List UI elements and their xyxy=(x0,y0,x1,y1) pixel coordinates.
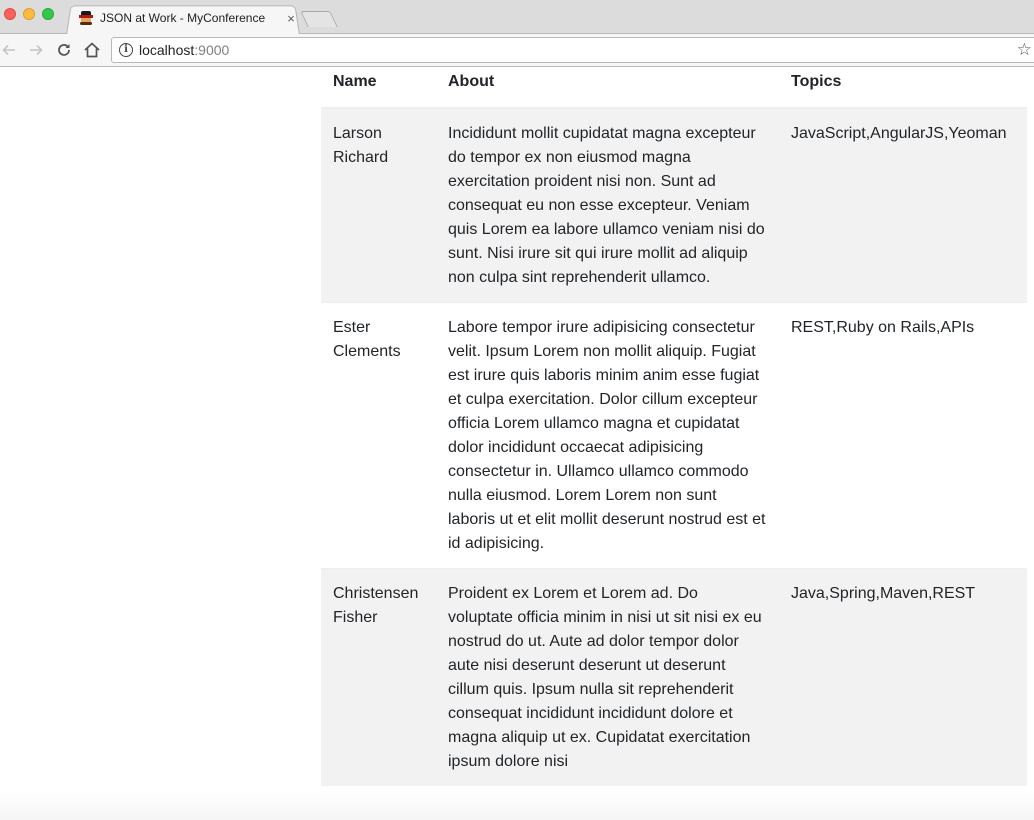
browser-toolbar xyxy=(0,34,1034,67)
table-row xyxy=(321,303,1027,569)
forward-button[interactable] xyxy=(25,39,47,61)
arrow-left-icon xyxy=(1,42,17,58)
address-bar[interactable] xyxy=(111,37,1034,63)
speakers-table xyxy=(321,68,1027,786)
tab-close-icon[interactable]: × xyxy=(287,10,295,26)
bookmark-star-icon[interactable]: ☆ xyxy=(1016,40,1032,59)
speaker-topics: Java,Spring,Maven,REST xyxy=(779,569,1027,787)
speaker-name: Larson Richard xyxy=(321,108,436,303)
column-header-name: Name xyxy=(321,68,436,108)
speaker-topics: REST,Ruby on Rails,APIs xyxy=(779,303,1027,569)
arrow-right-icon xyxy=(28,42,44,58)
mustached-man-hat-icon xyxy=(78,10,94,26)
speaker-name: Christensen Fisher xyxy=(321,569,436,787)
browser-tab-content[interactable] xyxy=(78,6,298,30)
window-close-button[interactable] xyxy=(4,8,16,20)
table-row xyxy=(321,108,1027,303)
speaker-about: Proident ex Lorem et Lorem ad. Do voluptate officia minim in nisi ut sit nisi ex eu nostrud do ut. Aute ad dolor tempor dolor aute nisi deserunt deserunt ut deserunt cillum quis. Ipsum nulla sit reprehenderit consequat incididunt incididunt dolore et magna aliquip ut ex. Cupidatat exercitation ipsum dolore nisi xyxy=(436,569,779,787)
column-header-about: About xyxy=(436,68,779,108)
back-button[interactable] xyxy=(0,39,20,61)
column-header-topics: Topics xyxy=(779,68,1027,108)
table-row xyxy=(321,569,1027,787)
table-header-row xyxy=(321,68,1027,108)
bottom-fade xyxy=(0,790,1034,820)
new-tab-button[interactable] xyxy=(300,11,337,27)
tab-title: JSON at Work - MyConference xyxy=(100,11,266,25)
browser-tabstrip xyxy=(0,0,1034,34)
window-minimize-button[interactable] xyxy=(23,8,35,20)
speaker-about: Incididunt mollit cupidatat magna excepteur do tempor ex non eiusmod magna exercitation proident nisi non. Sunt ad consequat eu non esse excepteur. Veniam quis Lorem ea labore ullamco veniam nisi do sunt. Nisi irure sit qui irure mollit ad aliquip non culpa sint reprehenderit ullamco. xyxy=(436,108,779,303)
speaker-topics: JavaScript,AngularJS,Yeoman xyxy=(779,108,1027,303)
url-host: localhost xyxy=(139,42,195,58)
speaker-about: Labore tempor irure adipisicing consectetur velit. Ipsum Lorem non mollit aliquip. Fugiat est irure quis laboris minim anim esse fugiat et culpa exercitation. Dolor cillum excepteur officia Lorem ullamco magna et cupidatat dolor incididunt occaecat adipisicing consectetur in. Ullamco ullamco commodo nulla eiusmod. Lorem Lorem non sunt laboris ut et elit mollit deserunt nostrud est et id adipisicing. xyxy=(436,303,779,569)
home-icon xyxy=(83,41,101,59)
url-port: :9000 xyxy=(194,42,230,58)
speaker-name: Ester Clements xyxy=(321,303,436,569)
page-viewport xyxy=(0,68,1034,820)
home-button[interactable] xyxy=(81,39,103,61)
reload-button[interactable] xyxy=(53,39,75,61)
info-icon[interactable]: i xyxy=(119,43,133,57)
reload-icon xyxy=(56,42,72,58)
window-zoom-button[interactable] xyxy=(42,8,54,20)
